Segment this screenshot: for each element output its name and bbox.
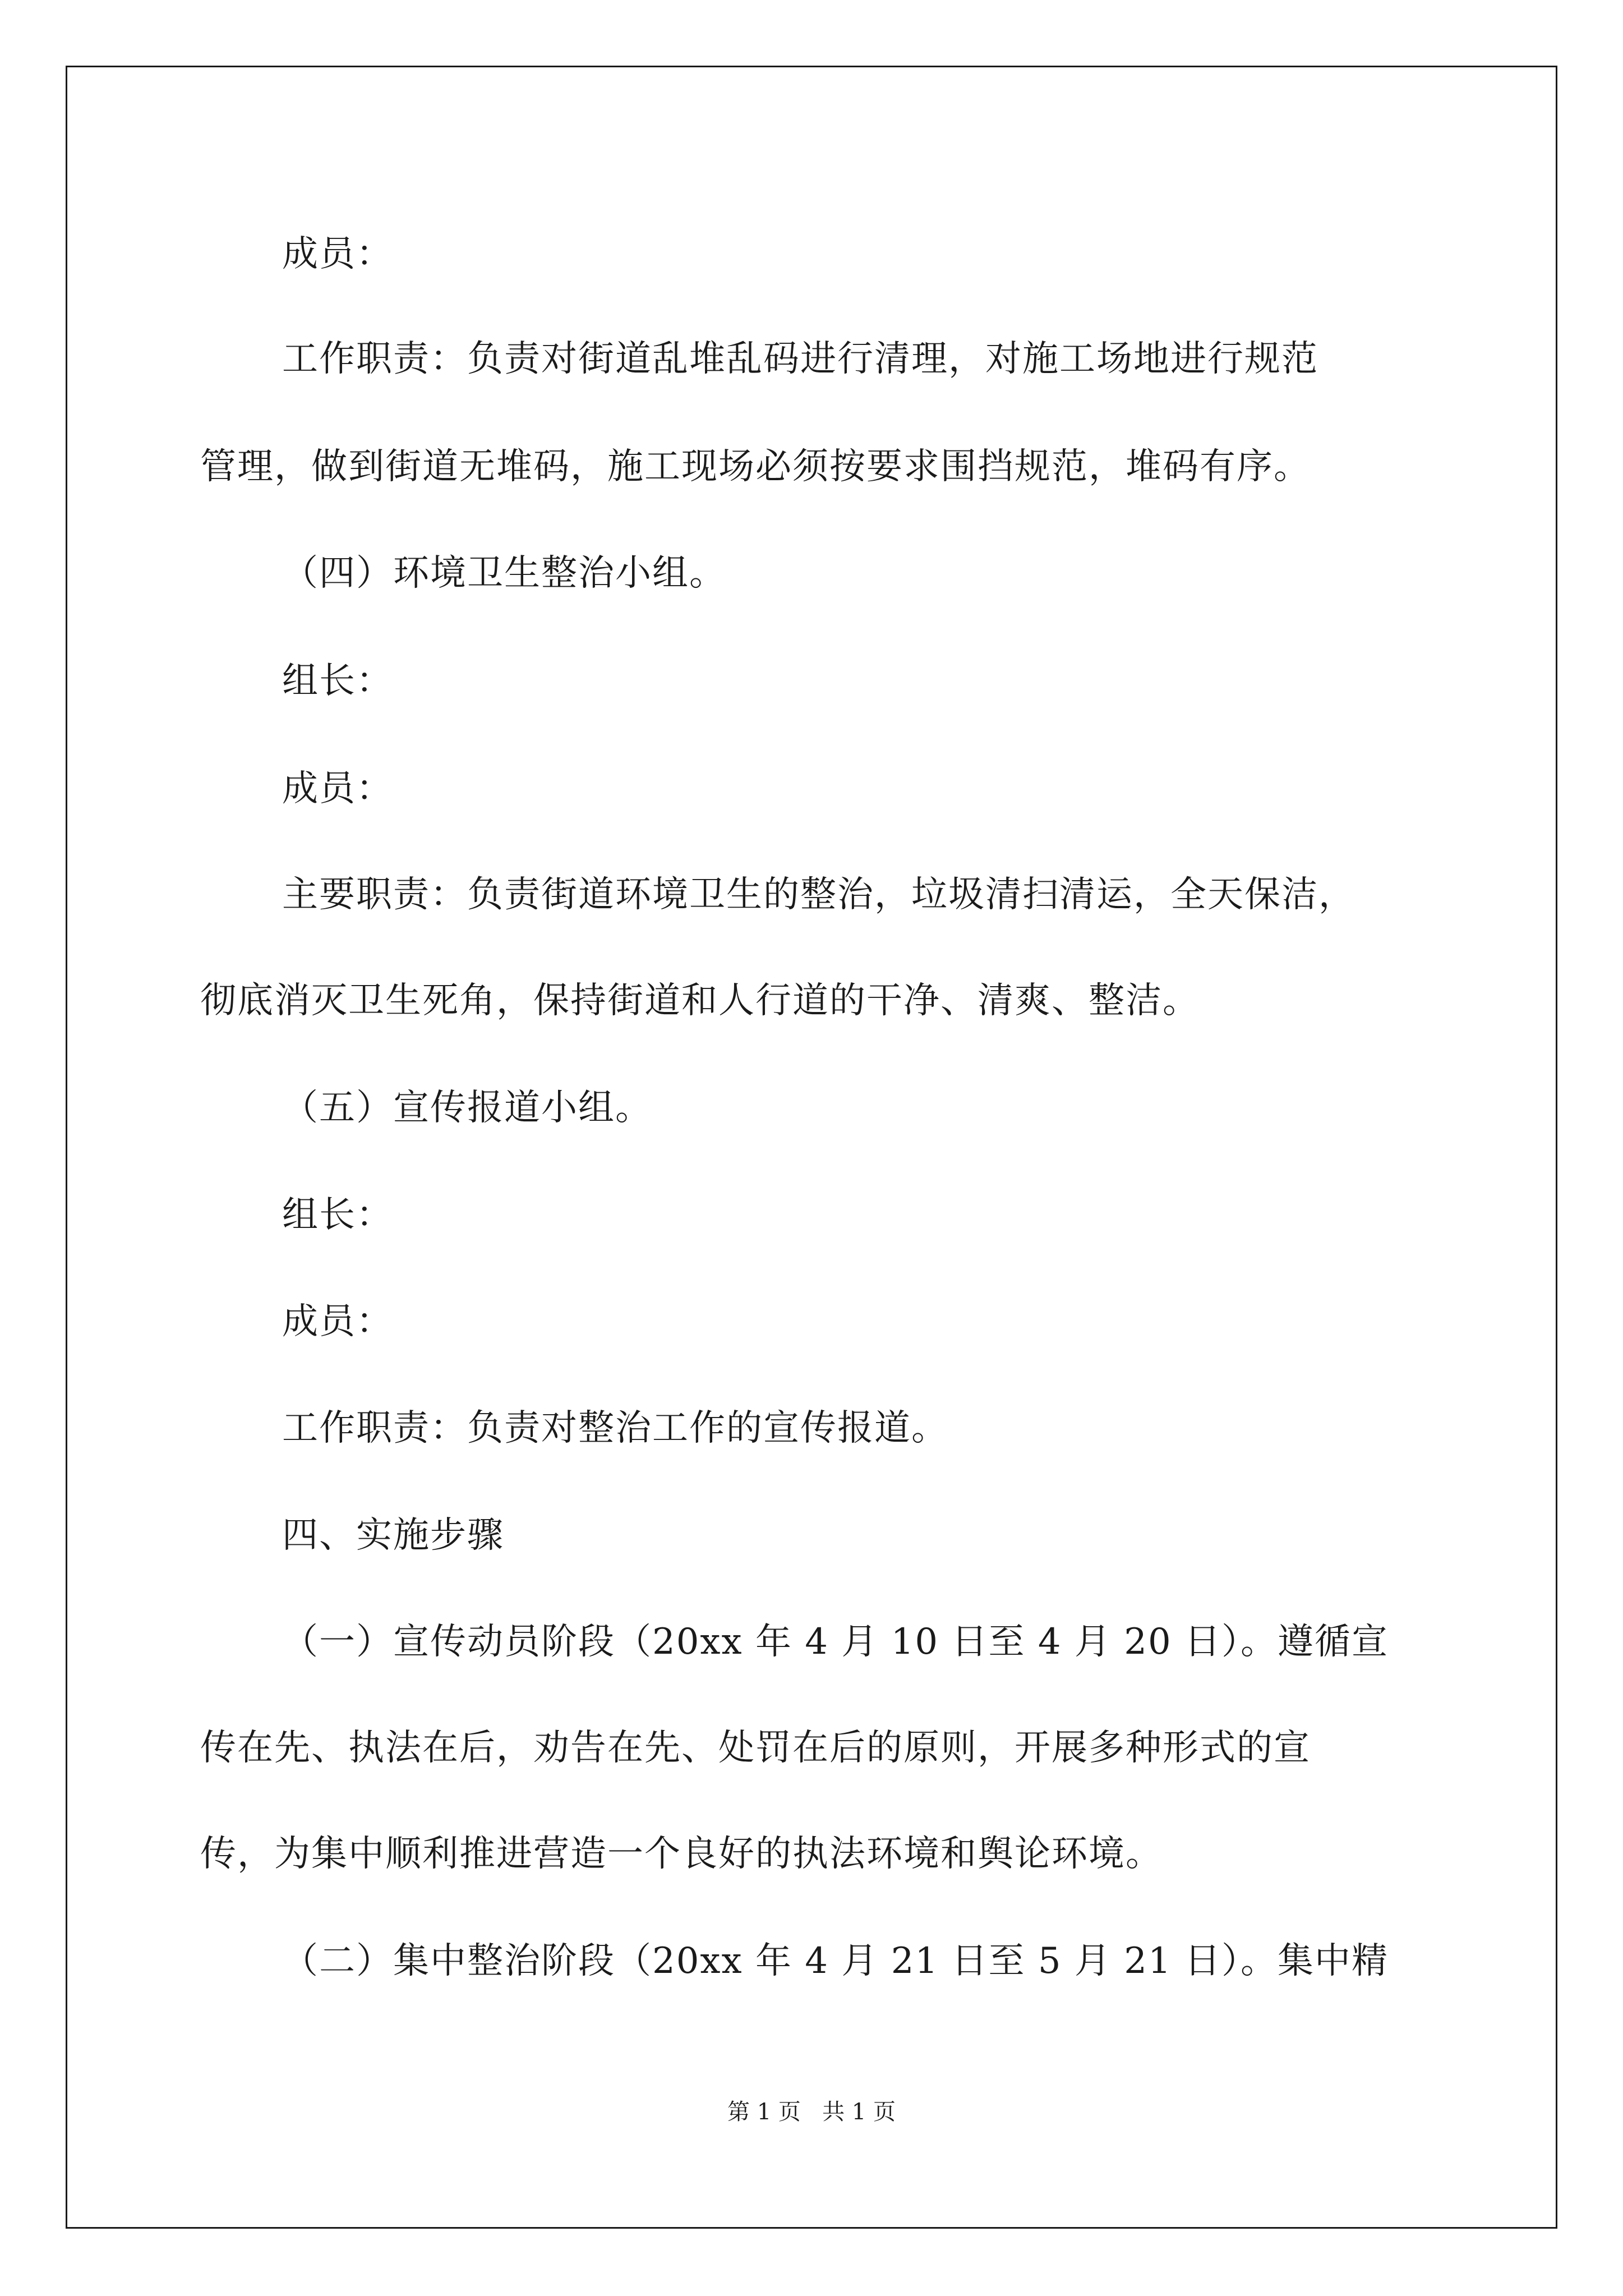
text-line: 成员：: [282, 768, 393, 809]
text-line: 传在先、执法在后，劝告在先、处罚在后的原则，开展多种形式的宣: [200, 1727, 1311, 1769]
text-line: （四）环境卫生整治小组。: [282, 553, 726, 594]
text-line: 工作职责：负责对整治工作的宣传报道。: [282, 1407, 948, 1449]
page-border: [66, 66, 1557, 2229]
text-line: 组长：: [282, 1194, 393, 1236]
text-line: 成员：: [282, 233, 393, 275]
text-line: 组长：: [282, 660, 393, 702]
text-line: 传，为集中顺利推进营造一个良好的执法环境和舆论环境。: [200, 1833, 1163, 1875]
text-line: 工作职责：负责对街道乱堆乱码进行清理，对施工场地进行规范: [282, 338, 1318, 380]
text-line: 管理，做到街道无堆码，施工现场必须按要求围挡规范，堆码有序。: [200, 446, 1311, 487]
text-line: 主要职责：负责街道环境卫生的整治，垃圾清扫清运，全天保洁，: [282, 874, 1355, 915]
text-line: 彻底消灭卫生死角，保持街道和人行道的干净、清爽、整洁。: [200, 980, 1200, 1022]
text-line: （二）集中整治阶段（20xx 年 4 月 21 日至 5 月 21 日）。集中精: [282, 1940, 1389, 1982]
page-number: 第 1 页 共 1 页: [727, 2099, 896, 2125]
text-line: 成员：: [282, 1301, 393, 1342]
section-heading: 四、实施步骤: [282, 1515, 504, 1556]
text-line: （一）宣传动员阶段（20xx 年 4 月 10 日至 4 月 20 日）。遵循宣: [282, 1621, 1389, 1663]
text-line: （五）宣传报道小组。: [282, 1087, 652, 1129]
